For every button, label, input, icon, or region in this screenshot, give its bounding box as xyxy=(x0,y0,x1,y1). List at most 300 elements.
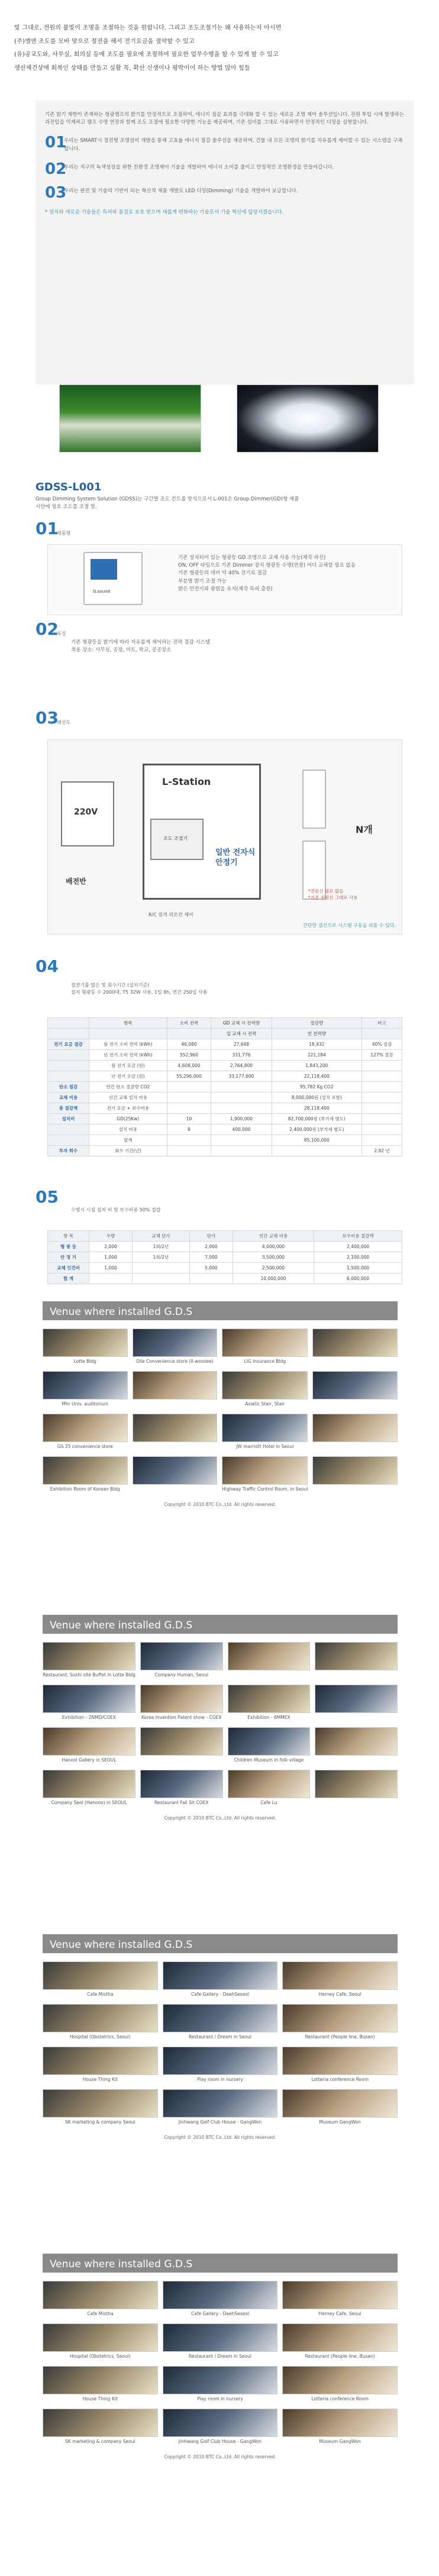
table-row xyxy=(48,1263,402,1274)
venue-item xyxy=(228,1770,311,1806)
venue-photo xyxy=(163,1961,278,1990)
table-cell xyxy=(167,1082,211,1093)
gdss-section xyxy=(35,479,414,511)
dimmer-controller xyxy=(150,819,204,860)
l-station-title: L-Station xyxy=(162,776,211,787)
row-header-cell: 교체 인건비 xyxy=(48,1263,89,1274)
venue-photo xyxy=(222,1329,308,1357)
header-cell xyxy=(48,1029,89,1039)
table-cell: 년간 교체 설치 비용 xyxy=(89,1093,167,1103)
venue-item xyxy=(282,1961,398,1998)
header-cell: 소비 전력 xyxy=(167,1018,211,1029)
venue-caption: Jinhwang Golf Club House - GangWon xyxy=(178,2119,262,2125)
venue-item xyxy=(315,1642,398,1679)
table-row xyxy=(48,1252,402,1263)
venue-item xyxy=(312,1456,398,1493)
venue-item xyxy=(140,1727,223,1764)
venue-photo xyxy=(43,2366,158,2394)
table-cell: 1,000 xyxy=(89,1252,133,1263)
table-cell: 7,000 xyxy=(189,1252,233,1263)
table-cell: 년 전기 요금 (원) xyxy=(89,1071,167,1082)
row-header-cell: 형 광 등 xyxy=(48,1242,89,1252)
venue-caption: Hospital (Obstetrics, Seoul) xyxy=(69,2354,131,2359)
venue-caption: Hanool Gallery in SEOUL xyxy=(62,1757,117,1763)
section-number: 04 xyxy=(35,956,59,976)
venue-photo xyxy=(228,1642,311,1670)
ballast-label: 일반 전자식 안정기 xyxy=(215,848,256,867)
vision-text: 우리는 SMART시 절전형 조명설비 개발을 통해 고효율 에너지 절감 솔루션을 제공하며, 건물 내 모든 조명의 밝기를 자유롭게 제어할 수 있는 시스템을 구축합니다. xyxy=(64,138,403,152)
venue-caption: JW marriott Hotel in Seoul xyxy=(236,1444,294,1449)
venue-photo xyxy=(282,2004,398,2032)
table-row xyxy=(48,1071,402,1082)
header-cell: 일 교체 시 전력 xyxy=(211,1029,272,1039)
table-cell xyxy=(361,1103,402,1114)
venue-caption xyxy=(228,1670,311,1679)
venue-caption xyxy=(315,1756,398,1764)
row-header-cell: 안 정 기 xyxy=(48,1252,89,1263)
venue-photo xyxy=(312,1414,398,1442)
section-label: 특징 xyxy=(57,631,66,636)
venue-item xyxy=(43,1371,128,1408)
table-cell: 2,000 xyxy=(189,1242,233,1252)
table-cell xyxy=(361,1114,402,1124)
table-cell: 월 전기 요금 (원) xyxy=(89,1061,167,1071)
lamp-count-label: N개 xyxy=(356,824,373,835)
venue-item xyxy=(43,1329,128,1365)
venue-item xyxy=(163,2409,278,2445)
venue-item xyxy=(43,1414,128,1450)
venue-item xyxy=(312,1414,398,1450)
header-cell xyxy=(89,1029,167,1039)
venue-item xyxy=(43,2047,158,2083)
table-cell: 설치 비용 xyxy=(89,1124,167,1135)
row-header-cell: 투자 회수 xyxy=(48,1146,89,1156)
venue-item xyxy=(43,1456,128,1493)
venue-caption: Museum GangWon xyxy=(319,2439,361,2444)
venue-item xyxy=(43,1961,158,1998)
venue-item xyxy=(282,2323,398,2360)
venue-caption: Restaurant (People line, Busan) xyxy=(305,2034,375,2040)
venue-item xyxy=(228,1642,311,1679)
diagram-footer: 간단한 결선으로 시스템 구동을 쉬울 수 있다. xyxy=(303,922,396,928)
table-cell: 2,000 xyxy=(89,1242,133,1252)
vision-lead: 기존 밝기 제한이 존재하는 형광램프의 밝기를 안정적으로 조절하여, 에너지 절감 효과를 극대화 할 수 있는 새로운 조명 제어 솔루션입니다. 전원 투입 시에 발생하는 과전압을 억제하고 램프 수명 연장과 함께 조도 조절에 필요한 다양한 기능을 제공하며, 기존 설비를 그대로 사용하면서 안정적인 디밍을 실현합니다. xyxy=(45,112,404,126)
table-cell: 27,648 xyxy=(211,1039,272,1050)
venue-photo xyxy=(315,1770,398,1798)
venue-photo xyxy=(222,1371,308,1399)
venue-caption xyxy=(315,1670,398,1679)
savings-desc: 절전기를 많은 및 회수기간 (설치기준) xyxy=(71,982,150,988)
venue-photo xyxy=(43,2089,158,2118)
table-row xyxy=(48,1082,402,1093)
venue-photo xyxy=(43,1371,128,1399)
breaker-label: 배전반 xyxy=(66,877,86,885)
venue-photo xyxy=(43,1642,135,1670)
header-cell: 단가 xyxy=(189,1231,233,1242)
table-cell xyxy=(133,1274,190,1284)
venue-photo xyxy=(315,1727,398,1756)
venue-photo xyxy=(163,2366,278,2394)
section-03-heading xyxy=(35,710,70,726)
venue-grid xyxy=(43,1329,398,1493)
table-cell xyxy=(361,1082,402,1093)
venue-item xyxy=(163,2281,278,2318)
venue-caption: House Thing Kit xyxy=(82,2396,118,2402)
company-vision-box xyxy=(35,101,414,384)
venue-photo xyxy=(43,1329,128,1357)
table-cell xyxy=(211,1135,272,1146)
header-cell: 교체 단가 xyxy=(133,1231,190,1242)
venue-item xyxy=(312,1329,398,1365)
venue-caption xyxy=(312,1485,398,1493)
venue-item xyxy=(312,1371,398,1408)
l-station-box xyxy=(143,764,261,900)
venue-caption: SK marketing & company Seoul xyxy=(65,2119,135,2125)
feature-line: 적용 장소: 사무실, 공장, 마트, 학교, 공공장소 xyxy=(71,647,172,654)
venue-photo xyxy=(140,1642,223,1670)
venue-caption: Restaurant Fall Sit COEX xyxy=(154,1800,209,1805)
table-cell: 3,500,000 xyxy=(233,1252,314,1263)
venue-caption: Lotteria conference Room xyxy=(311,2077,369,2082)
venue-caption: House Thing Kit xyxy=(82,2077,118,2082)
venue-gallery-2 xyxy=(43,1615,398,1822)
row-header-cell xyxy=(48,1061,89,1071)
venue-photo xyxy=(282,2366,398,2394)
row-header-cell: 설치비 xyxy=(48,1114,89,1124)
lamp-group xyxy=(296,764,332,906)
header-cell: 항목 xyxy=(89,1018,167,1029)
venue-caption: Company Human, Seoul xyxy=(154,1672,209,1678)
section-number: 01 xyxy=(35,519,59,538)
power-outlet xyxy=(61,781,114,846)
maintenance-table-body xyxy=(48,1242,402,1284)
copyright: Copyright © 2010 BTC Co.,Ltd. All rights reserved. xyxy=(164,1815,276,1821)
venue-item xyxy=(315,1727,398,1764)
copyright: Copyright © 2010 BTC Co.,Ltd. All rights reserved. xyxy=(164,1502,276,1507)
venue-caption xyxy=(312,1442,398,1450)
venue-item xyxy=(133,1456,218,1493)
bullet: 밝은 안전기와 광원을 유지(제작 특허 출원) xyxy=(178,586,273,592)
venue-photo xyxy=(43,1770,135,1798)
table-cell xyxy=(89,1274,133,1284)
device-brand: G.sound xyxy=(93,589,110,594)
venue-photo xyxy=(133,1371,218,1399)
venue-caption: Lotte Bldg xyxy=(73,1359,96,1364)
venue-caption: SK marketing & company Seoul xyxy=(65,2439,135,2444)
venue-grid xyxy=(43,2281,398,2445)
table-cell: 1회/2년 xyxy=(133,1252,190,1263)
venue-title: Venue where installed G.D.S xyxy=(43,2254,398,2273)
venue-photo xyxy=(163,2089,278,2118)
venue-item xyxy=(222,1414,308,1450)
savings-description xyxy=(47,982,402,997)
table-cell: 95,782 Kg CO2 xyxy=(272,1082,361,1093)
venue-caption xyxy=(133,1399,218,1408)
table-cell: 40% 절감 xyxy=(361,1039,402,1050)
gdss-subtitle: 시안에 필요 조도를 조절 함. xyxy=(35,504,97,510)
venue-photo xyxy=(133,1456,218,1485)
table-row xyxy=(48,1050,402,1061)
table-cell xyxy=(211,1146,272,1156)
table-cell: 합계 xyxy=(89,1135,167,1146)
section-04-heading xyxy=(35,956,59,976)
row-header-cell: 탄소 절감 xyxy=(48,1082,89,1093)
table-cell: 33,177,600 xyxy=(211,1071,272,1082)
table-cell: 2.92 년 xyxy=(361,1146,402,1156)
table-header-row xyxy=(48,1018,402,1029)
venue-photo xyxy=(43,2004,158,2032)
vision-text: 우리는 완전 및 기술의 기반이 되는 혁신적 제품 개발로 LED 디밍(Dimming) 기술을 개발하여 보급합니다. xyxy=(64,188,298,194)
table-cell xyxy=(361,1061,402,1071)
table-cell xyxy=(211,1103,272,1114)
venue-item xyxy=(222,1329,308,1365)
venue-item xyxy=(43,2366,158,2403)
header-cell: 항 목 xyxy=(48,1231,89,1242)
section-02-heading xyxy=(35,621,66,638)
section-05-heading xyxy=(35,1187,59,1207)
product-photo-lamp xyxy=(237,384,379,453)
table-cell: 4,000,000 xyxy=(233,1242,314,1252)
venue-item xyxy=(282,2281,398,2318)
venue-photo xyxy=(133,1329,218,1357)
table-row xyxy=(48,1114,402,1124)
venue-photo xyxy=(43,2409,158,2437)
table-row xyxy=(48,1124,402,1135)
venue-caption xyxy=(133,1485,218,1493)
vision-number: 01 xyxy=(45,134,67,152)
features-box xyxy=(47,639,402,686)
venue-item xyxy=(228,1685,311,1721)
table-cell: 연간 탄소 절감량 CO2 xyxy=(89,1082,167,1093)
header-cell: 연간 교체 비용 xyxy=(233,1231,314,1242)
venue-caption: Play room in nursery xyxy=(197,2077,243,2082)
vision-note: * 설치와 새로운 기술들은 특허와 품질로 보호 받으며 새롭게 변화하는 기술로서 기술 혁신에 앞장서겠습니다. xyxy=(45,209,284,215)
venue-item xyxy=(43,2323,158,2360)
table-cell: GD(25Kw) xyxy=(89,1114,167,1124)
vision-item xyxy=(45,161,405,177)
table-row xyxy=(48,1274,402,1284)
venue-grid xyxy=(43,1642,398,1806)
venue-photo xyxy=(282,2281,398,2309)
venue-photo xyxy=(312,1371,398,1399)
table-cell: 400,000 xyxy=(211,1124,272,1135)
venue-photo xyxy=(163,2047,278,2075)
venue-photo xyxy=(43,2281,158,2309)
vision-item xyxy=(45,185,405,201)
row-header-cell: 교체 비용 xyxy=(48,1093,89,1103)
venue-caption: Hospital (Obstetrics, Seoul) xyxy=(69,2034,131,2040)
table-cell xyxy=(211,1082,272,1093)
table-cell: 4,608,000 xyxy=(167,1061,211,1071)
table-cell: 85,100,000 xyxy=(272,1135,361,1146)
venue-item xyxy=(43,2409,158,2445)
venue-photo xyxy=(282,2089,398,2118)
table-cell xyxy=(189,1274,233,1284)
venue-item xyxy=(163,2047,278,2083)
venue-caption: Korea Invention Patent show - COEX xyxy=(141,1715,222,1720)
venue-item xyxy=(133,1329,218,1365)
intro-line: (주)엘엔 조도를 모바 맞으로 절전을 해서 전기요금을 절약할 수 있고 xyxy=(14,38,195,45)
table-cell: 1,500,000 xyxy=(314,1263,402,1274)
product-type-box xyxy=(47,544,402,615)
table-cell: 2,764,800 xyxy=(211,1061,272,1071)
venue-photo xyxy=(282,2047,398,2075)
section-number: 05 xyxy=(35,1187,59,1207)
venue-item xyxy=(163,2089,278,2126)
venue-caption: Children Museum in folk village xyxy=(234,1757,304,1763)
table-row xyxy=(48,1061,402,1071)
venue-caption: Herney Cafe, Seoul xyxy=(318,1992,361,1997)
savings-table xyxy=(47,1017,402,1156)
venue-photo xyxy=(163,2281,278,2309)
intro-line: (유)공교도와, 사무실, 회의실 등에 조도를 필요에 조절하여 필요한 업무수행을 할 수 있게 할 수 있고 xyxy=(14,51,279,58)
venue-photo xyxy=(133,1414,218,1442)
venue-gallery-4 xyxy=(43,2254,398,2461)
venue-photo xyxy=(282,2409,398,2437)
voltage-label: 220V xyxy=(74,807,98,817)
table-cell: 18,432 xyxy=(272,1039,361,1050)
venue-caption xyxy=(315,1798,398,1806)
savings-desc: 설치 형광등 수 2000대, T5 32W 사용, 1일 8h, 연간 250일 사용 xyxy=(71,990,208,996)
venue-caption: Herney Cafe, Seoul xyxy=(318,2311,361,2316)
venue-caption: Restaurant, Sushi site Buffet in Lotte Bldg xyxy=(43,1672,135,1678)
wiring-diagram xyxy=(47,739,402,935)
table-cell: 28,118,400 xyxy=(272,1103,361,1114)
venue-caption: Museum GangWon xyxy=(319,2119,361,2125)
venue-caption xyxy=(140,1756,223,1764)
table-cell: 회수 기간(년) xyxy=(89,1146,167,1156)
bullet: 기존 설치되어 있는 형광등 GD 조명으로 교체 사용 가능(제작 하진) xyxy=(178,555,326,561)
venue-caption: Restaurant / Dream in Seoul xyxy=(189,2354,251,2359)
table-cell: 8,000,000원 (설치 포함) xyxy=(272,1093,361,1103)
maintenance-description xyxy=(47,1207,402,1214)
table-row xyxy=(48,1093,402,1103)
table-row xyxy=(48,1146,402,1156)
bullet: 기존 형광등의 대비 약 40% 전기료 절감 xyxy=(178,570,267,577)
intro-line: 빛 그대로, 전원의 불빛이 조명을 조절하는 것을 원합니다. 그리고 조도조절기는 왜 사용하는지 아시면 xyxy=(14,25,282,31)
venue-item xyxy=(140,1685,223,1721)
product-bullets xyxy=(178,554,356,593)
table-cell: 82,700,000원 (부가세 별도) xyxy=(272,1114,361,1124)
table-cell: 10,000,000 xyxy=(233,1274,314,1284)
table-cell xyxy=(361,1093,402,1103)
venue-photo xyxy=(222,1414,308,1442)
venue-caption xyxy=(133,1442,218,1450)
venue-caption: Asiatic Stair, Stair xyxy=(245,1401,285,1407)
venue-caption: GS 25 convenience store xyxy=(57,1444,113,1449)
venue-item xyxy=(282,2409,398,2445)
table-cell: 552,960 xyxy=(167,1050,211,1061)
table-cell: 2,400,000원 (부가세 별도) xyxy=(272,1124,361,1135)
venue-caption: Highway Traffic Control Room, in Seoul xyxy=(222,1486,308,1492)
venue-photo xyxy=(228,1770,311,1798)
section-number: 03 xyxy=(35,708,59,728)
venue-caption xyxy=(315,1713,398,1721)
venue-item xyxy=(315,1685,398,1721)
header-cell: GD 교체 시 전력량 xyxy=(211,1018,272,1029)
table-cell: 2,100,000 xyxy=(314,1252,402,1263)
vision-number: 03 xyxy=(45,183,67,202)
venue-photo xyxy=(228,1685,311,1713)
venue-photo xyxy=(43,1685,135,1713)
savings-table-body xyxy=(48,1039,402,1156)
table-cell: 1,900,000 xyxy=(211,1114,272,1124)
table-cell: 1,843,200 xyxy=(272,1061,361,1071)
table-row xyxy=(48,1135,402,1146)
table-header-row xyxy=(48,1231,402,1242)
venue-title: Venue where installed G.D.S xyxy=(43,1615,398,1634)
venue-caption: Cafe Mistha xyxy=(87,2311,114,2316)
table-cell xyxy=(361,1135,402,1146)
table-cell: 월 전기 소비 전력 (kWh) xyxy=(89,1039,167,1050)
venue-photo xyxy=(282,2323,398,2352)
venue-item xyxy=(133,1414,218,1450)
venue-photo xyxy=(43,1727,135,1756)
venue-gallery-1 xyxy=(43,1301,398,1508)
venue-item xyxy=(43,1770,135,1806)
venue-item xyxy=(163,2323,278,2360)
vision-number: 02 xyxy=(45,160,67,178)
table-row xyxy=(48,1103,402,1114)
table-row xyxy=(48,1039,402,1050)
row-header-cell: 전기 요금 절감 xyxy=(48,1039,89,1050)
venue-photo xyxy=(315,1642,398,1670)
venue-item xyxy=(228,1727,311,1764)
device-screen xyxy=(91,559,117,580)
row-header-cell xyxy=(48,1135,89,1146)
table-cell xyxy=(167,1135,211,1146)
venue-item xyxy=(163,1961,278,1998)
table-cell: 5,000 xyxy=(189,1263,233,1274)
venue-caption: Exhibition - 6MMEX xyxy=(247,1715,290,1720)
venue-item xyxy=(140,1642,223,1679)
venue-item xyxy=(282,2089,398,2126)
table-subheader-row xyxy=(48,1029,402,1039)
table-cell xyxy=(167,1103,211,1114)
venue-item xyxy=(315,1770,398,1806)
venue-photo xyxy=(140,1727,223,1756)
venue-photo xyxy=(315,1685,398,1713)
venue-caption xyxy=(312,1399,398,1408)
table-cell: 127% 절감 xyxy=(361,1050,402,1061)
row-header-cell: 총 절감액 xyxy=(48,1103,89,1114)
venue-caption: Olle Convenience store (Il-woosee) xyxy=(135,1359,214,1364)
venue-item xyxy=(222,1456,308,1493)
intro-section xyxy=(0,0,439,101)
header-cell: 수량 xyxy=(89,1231,133,1242)
header-cell xyxy=(48,1018,89,1029)
table-cell: 년 전기 소비 전력 (kWh) xyxy=(89,1050,167,1061)
venue-photo xyxy=(43,2323,158,2352)
table-cell: 8 xyxy=(167,1124,211,1135)
venue-item xyxy=(43,1727,135,1764)
bullet: 부분별 밝기 조절 가능 xyxy=(178,578,227,584)
venue-item xyxy=(43,2281,158,2318)
table-cell: 2,400,000 xyxy=(314,1242,402,1252)
venue-title: Venue where installed G.D.S xyxy=(43,1301,398,1320)
product-photo-circuit xyxy=(59,384,201,453)
diagram-notes: *전원선 필요 없음 *기존 전원선 그대로 사용 xyxy=(308,888,358,901)
header-cell: 보수비용 절감액 xyxy=(314,1231,402,1242)
table-cell: 331,776 xyxy=(211,1050,272,1061)
section-label: 제품형 xyxy=(57,530,71,536)
row-header-cell xyxy=(48,1071,89,1082)
intro-line: 생산제견상에 회복인 상태를 만들고 실활 꼭, 확산 신생이나 평박이어 하는 방법 많아 힘들 xyxy=(14,64,250,72)
row-header-cell: 합 계 xyxy=(48,1274,89,1284)
table-cell: 전기 요금 + 보수비용 xyxy=(89,1103,167,1114)
venue-caption: Cafe Lu xyxy=(260,1800,277,1805)
dimmer-device xyxy=(83,552,143,605)
